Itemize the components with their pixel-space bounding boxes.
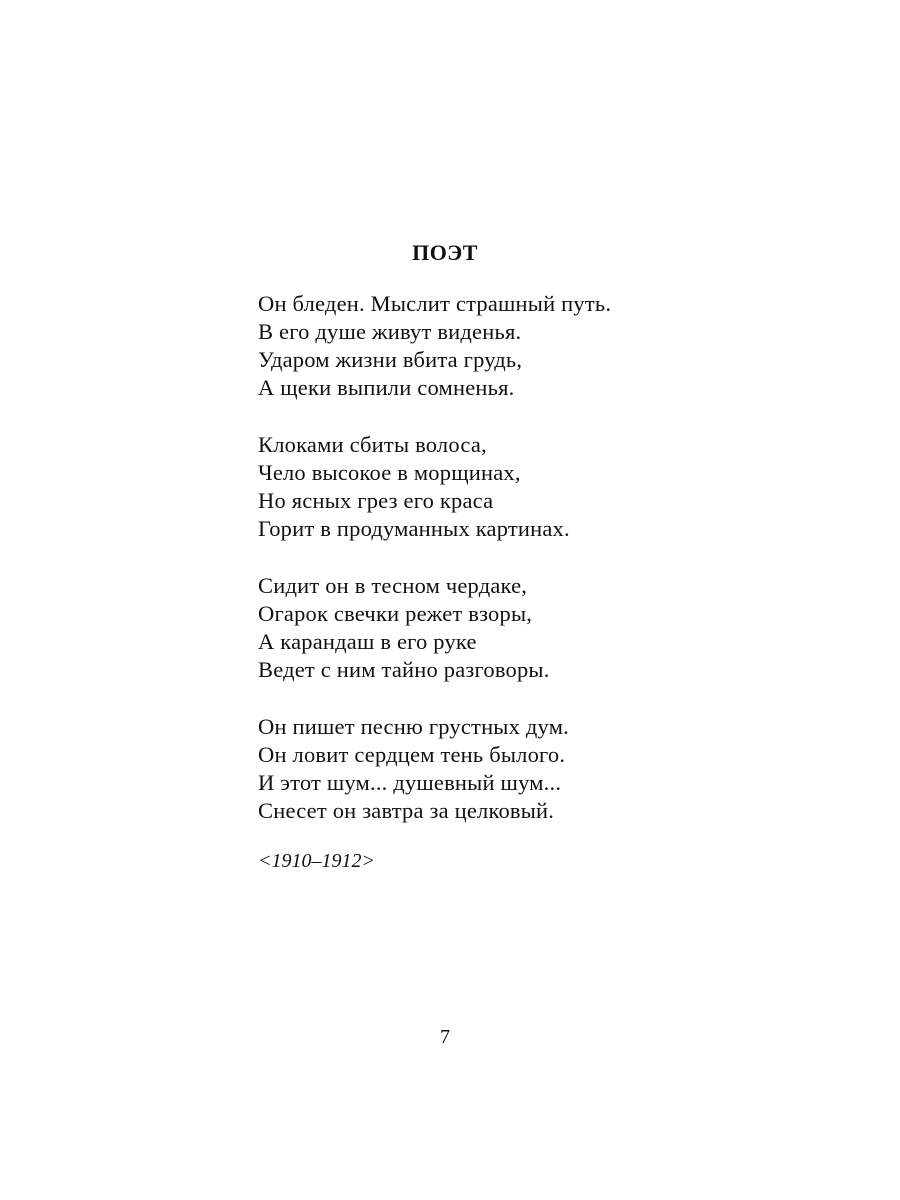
poem-line: Сидит он в тесном чердаке, — [258, 573, 528, 598]
poem-line: Огарок свечки режет взоры, — [258, 601, 533, 626]
poem-line: Он пишет песню грустных дум. — [258, 714, 569, 739]
poem-line: В его душе живут виденья. — [258, 319, 522, 344]
stanza-2 — [258, 431, 818, 543]
poem-line: Чело высокое в морщинах, — [258, 460, 521, 485]
poem-line: И этот шум... душевный шум... — [258, 770, 562, 795]
stanza-1 — [258, 290, 818, 402]
poem-line: А карандаш в его руке — [258, 629, 477, 654]
poem-line: Клоками сбиты волоса, — [258, 432, 487, 457]
stanza-4 — [258, 713, 818, 825]
poem-line: А щеки выпили сомненья. — [258, 375, 515, 400]
poem-body — [258, 290, 818, 874]
poem-line: Он бледен. Мыслит страшный путь. — [258, 291, 612, 316]
poem-line: Но ясных грез его краса — [258, 488, 494, 513]
poem-line: Горит в продуманных картинах. — [258, 516, 570, 541]
poem-line: Ударом жизни вбита грудь, — [258, 347, 523, 372]
poem-date: <1910–1912> — [258, 850, 375, 872]
poem-title: ПОЭТ — [412, 240, 478, 265]
poem-line: Ведет с ним тайно разговоры. — [258, 657, 550, 682]
poem-line: Снесет он завтра за целковый. — [258, 798, 555, 823]
poem-line: Он ловит сердцем тень былого. — [258, 742, 566, 767]
page-number: 7 — [440, 1026, 450, 1048]
stanza-3 — [258, 572, 818, 684]
